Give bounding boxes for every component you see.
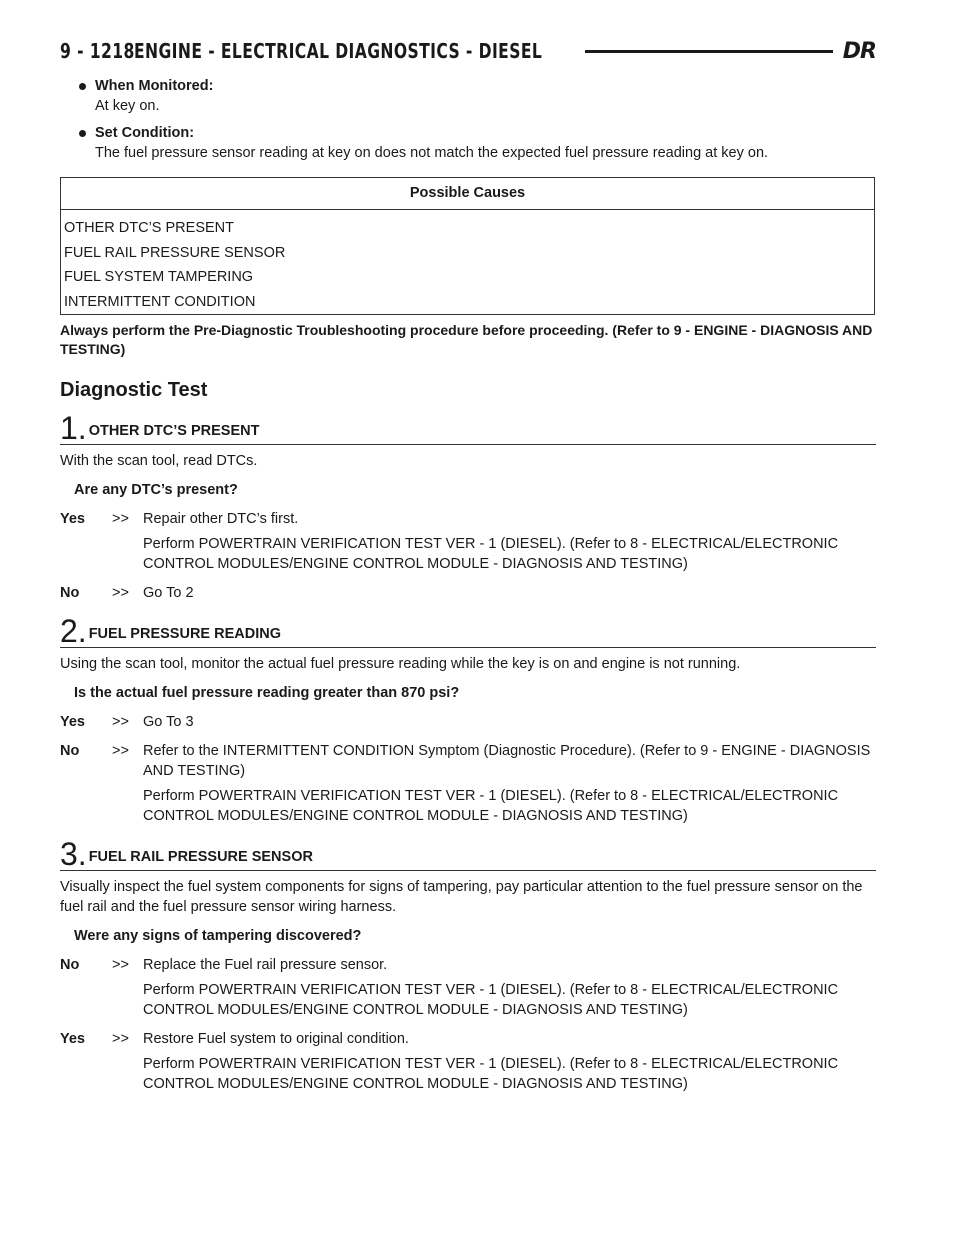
answer-line: Perform POWERTRAIN VERIFICATION TEST VER - 1 (DIESEL). (Refer to 8 - ELECTRICAL/ELECTRONIC CONTROL MODULES/ENGINE CONTROL MODULE - DIAGNOSIS AND TESTING) bbox=[143, 788, 839, 824]
answer-body bbox=[143, 712, 876, 732]
answer-line: Replace the Fuel rail pressure sensor. bbox=[143, 957, 388, 973]
answer-body bbox=[143, 1029, 876, 1094]
possible-causes-list bbox=[61, 210, 874, 314]
arrow-icon: >> bbox=[112, 743, 129, 759]
document-body bbox=[60, 76, 876, 1094]
condition-text: At key on. bbox=[95, 98, 160, 114]
answer-line: Repair other DTC’s first. bbox=[143, 511, 299, 527]
answer-label: Yes bbox=[60, 714, 85, 730]
answer-body bbox=[143, 583, 876, 603]
header-rule bbox=[585, 50, 833, 53]
model-logo: DR bbox=[842, 38, 876, 64]
section-title: Diagnostic Test bbox=[60, 379, 208, 401]
condition-label: Set Condition: bbox=[95, 125, 195, 141]
answer-row bbox=[60, 583, 876, 603]
possible-causes-heading: Possible Causes bbox=[61, 178, 874, 210]
step-title: FUEL PRESSURE READING bbox=[88, 626, 281, 642]
step-title: OTHER DTC’S PRESENT bbox=[88, 423, 260, 439]
page-header bbox=[60, 38, 876, 64]
condition-text: The fuel pressure sensor reading at key on does not match the expected fuel pressure reading at key on. bbox=[95, 145, 769, 161]
answer-line: Restore Fuel system to original condition. bbox=[143, 1031, 409, 1047]
step-number: 2. bbox=[60, 613, 87, 649]
step-description: With the scan tool, read DTCs. bbox=[60, 453, 258, 469]
step-description: Visually inspect the fuel system components for signs of tampering, pay particular attention to the fuel pressure sensor on the fuel rail and the fuel pressure sensor wiring harness. bbox=[60, 879, 863, 915]
cause-item: INTERMITTENT CONDITION bbox=[64, 293, 256, 310]
possible-causes-table bbox=[60, 177, 875, 315]
step-header bbox=[60, 410, 876, 446]
page-title: ENGINE - ELECTRICAL DIAGNOSTICS - DIESEL bbox=[133, 39, 543, 63]
arrow-icon: >> bbox=[112, 511, 129, 527]
answer-line: Perform POWERTRAIN VERIFICATION TEST VER - 1 (DIESEL). (Refer to 8 - ELECTRICAL/ELECTRONIC CONTROL MODULES/ENGINE CONTROL MODULE - DIAGNOSIS AND TESTING) bbox=[143, 1056, 839, 1092]
cause-item: OTHER DTC’S PRESENT bbox=[64, 220, 234, 236]
answer-label: No bbox=[60, 585, 80, 601]
arrow-icon: >> bbox=[112, 585, 129, 601]
step-title: FUEL RAIL PRESSURE SENSOR bbox=[88, 849, 313, 865]
step-question: Were any signs of tampering discovered? bbox=[74, 928, 362, 944]
diagnostic-step bbox=[60, 613, 876, 826]
step-header bbox=[60, 613, 876, 649]
answer-label: No bbox=[60, 743, 80, 759]
answer-row bbox=[60, 1029, 876, 1094]
when-monitored-item bbox=[60, 76, 876, 116]
bullet-icon bbox=[79, 83, 86, 90]
step-description: Using the scan tool, monitor the actual fuel pressure reading while the key is on and engine is not running. bbox=[60, 656, 741, 672]
bullet-icon bbox=[79, 130, 86, 137]
arrow-icon: >> bbox=[112, 957, 129, 973]
answer-line: Perform POWERTRAIN VERIFICATION TEST VER - 1 (DIESEL). (Refer to 8 - ELECTRICAL/ELECTRONIC CONTROL MODULES/ENGINE CONTROL MODULE - DIAGNOSIS AND TESTING) bbox=[143, 536, 839, 572]
step-question: Is the actual fuel pressure reading greater than 870 psi? bbox=[74, 685, 460, 701]
step-number: 1. bbox=[60, 410, 87, 446]
cause-item: FUEL RAIL PRESSURE SENSOR bbox=[64, 244, 286, 261]
answer-label: Yes bbox=[60, 511, 85, 527]
answer-body bbox=[143, 741, 876, 826]
answer-body bbox=[143, 509, 876, 574]
answer-body bbox=[143, 955, 876, 1020]
diagnostic-step bbox=[60, 836, 876, 1094]
answer-row bbox=[60, 741, 876, 826]
arrow-icon: >> bbox=[112, 1031, 129, 1047]
set-condition-item bbox=[60, 123, 876, 163]
answer-row bbox=[60, 955, 876, 1020]
step-number: 3. bbox=[60, 836, 87, 872]
answer-line: Refer to the INTERMITTENT CONDITION Symptom (Diagnostic Procedure). (Refer to 9 - ENGINE - DIAGNOSIS AND TESTING) bbox=[143, 743, 871, 779]
answer-line: Perform POWERTRAIN VERIFICATION TEST VER - 1 (DIESEL). (Refer to 8 - ELECTRICAL/ELECTRONIC CONTROL MODULES/ENGINE CONTROL MODULE - DIAGNOSIS AND TESTING) bbox=[143, 982, 839, 1018]
pre-diagnostic-note: Always perform the Pre-Diagnostic Troubleshooting procedure before proceeding. (Refer to 9 - ENGINE - DIAGNOSIS AND TESTING) bbox=[60, 322, 873, 357]
answer-label: No bbox=[60, 957, 80, 973]
diagnostic-step bbox=[60, 410, 876, 603]
answer-label: Yes bbox=[60, 1031, 85, 1047]
step-question: Are any DTC’s present? bbox=[74, 482, 238, 498]
cause-item: FUEL SYSTEM TAMPERING bbox=[64, 269, 254, 285]
step-header bbox=[60, 836, 876, 872]
answer-line: Go To 3 bbox=[143, 714, 194, 730]
answer-row bbox=[60, 509, 876, 574]
answer-row bbox=[60, 712, 876, 732]
arrow-icon: >> bbox=[112, 714, 129, 730]
condition-label: When Monitored: bbox=[95, 78, 214, 94]
answer-line: Go To 2 bbox=[143, 585, 194, 601]
page-number: 9 - 1218 bbox=[60, 39, 135, 63]
